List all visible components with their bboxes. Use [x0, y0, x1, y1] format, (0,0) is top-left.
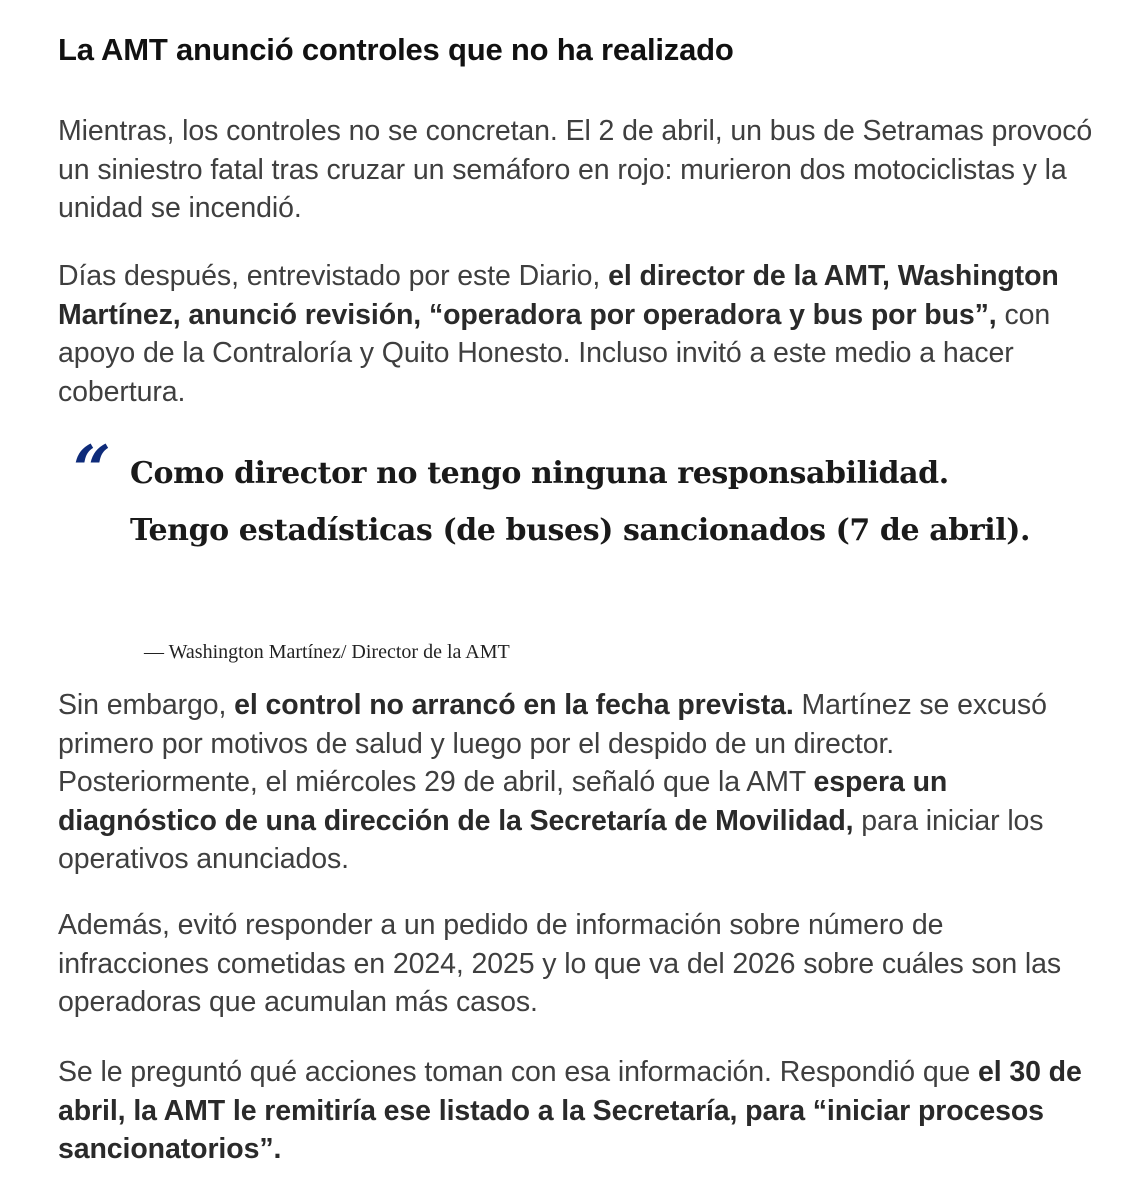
paragraph-5-text-1: Se le preguntó qué acciones toman con esa información. Respondió que	[58, 1056, 978, 1088]
paragraph-1	[58, 112, 1098, 228]
paragraph-4-text: Además, evitó responder a un pedido de información sobre número de infracciones cometidas en 2024, 2025 y lo que va del 2026 sobre cuáles son las operadoras que acumulan más casos.	[58, 909, 1062, 1018]
paragraph-3-bold-2: espera un diagnóstico de una dirección de la Secretaría de Movilidad,	[58, 766, 948, 837]
quote-author: — Washington Martínez/ Director de la AMT	[144, 641, 510, 663]
quote-line-1: Como director no tengo ninguna responsabilidad.	[130, 456, 949, 491]
paragraph-2-bold-1: el director de la AMT, Washington Martínez, anunció revisión, “operadora por operadora y bus por bus”,	[58, 260, 1059, 331]
quote-line-2: Tengo estadísticas (de buses) sancionados (7 de abril).	[130, 513, 1031, 548]
quote-text	[130, 445, 1030, 559]
article-headline: La AMT anunció controles que no ha realizado	[58, 32, 734, 67]
paragraph-2-text-1: Días después, entrevistado por este Diario,	[58, 260, 609, 292]
paragraph-3-text-1: Sin embargo,	[58, 689, 235, 721]
paragraph-5	[58, 1053, 1098, 1169]
article	[58, 30, 1098, 1165]
paragraph-1-text: Mientras, los controles no se concretan. El 2 de abril, un bus de Setramas provocó un siniestro fatal tras cruzar un semáforo en rojo: murieron dos motociclistas y la unidad se incendió.	[58, 115, 1093, 224]
paragraph-4	[58, 906, 1098, 1022]
paragraph-5-bold-1: el 30 de abril, la AMT le remitiría ese listado a la Secretaría, para “iniciar procesos sancionatorios”.	[58, 1056, 1082, 1165]
paragraph-2-text-2: con apoyo de la Contraloría y Quito Honesto. Incluso invitó a este medio a hacer cobertura.	[58, 298, 1051, 408]
paragraph-3-bold-1: el control no arrancó en la fecha prevista.	[234, 689, 794, 721]
paragraph-3-text-2: Martínez se excusó primero por motivos de salud y luego por el despido de un director. Posteriormente, el miércoles 29 de abril, señaló que la AMT	[58, 689, 1047, 798]
paragraph-3	[58, 686, 1098, 879]
quote-mark-icon: “	[73, 431, 111, 509]
paragraph-2	[58, 257, 1098, 411]
paragraph-3-text-3: para iniciar los operativos anunciados.	[58, 804, 1044, 875]
